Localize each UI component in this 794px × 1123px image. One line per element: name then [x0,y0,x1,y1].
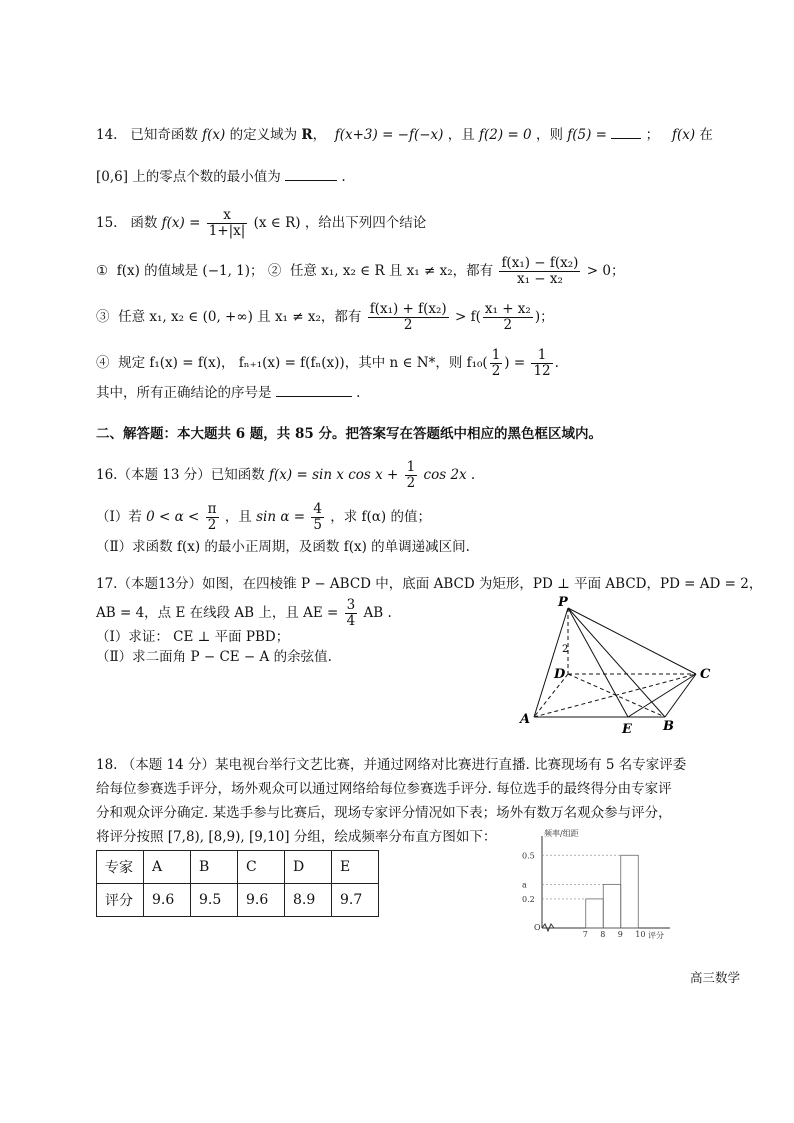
pyramid-figure [510,592,730,740]
origin-label: O [534,923,541,932]
y-axis-label: 频率/组距 [544,829,579,838]
x-tick-label: 8 [600,930,606,939]
fraction: $\frac{1}{12}$ [533,347,551,379]
q18-line2: 给每位参赛选手评分，场外观众可以通过网络给每位参赛选手评分. 每位选手的最终得分由专家评 [96,781,672,797]
q18-line1: 18. （本题 14 分）某电视台举行文艺比赛，并通过网络对比赛进行直播. 比赛现场有 5 名专家评委 [96,757,687,773]
table-cell: 9.6 [144,884,191,917]
fraction: $\frac{3}{4}$ [346,597,356,629]
q16-line1: 16.（本题 13 分）已知函数 f(x) = sin x cos x + $\frac{1}{2}$ cos 2x . [96,459,476,491]
q15-conclusion-3: ③ 任意 x₁, x₂ ∈ (0, +∞) 且 x₁ ≠ x₂，都有 $\frac{\text{f(x₁) + f(x₂)}}{2}$ > f( $\frac{\text{x₁ + x₂}}{2}$ )； [96,301,554,333]
histogram-bar [586,899,604,928]
table-cell: 9.5 [191,884,238,917]
table-cell: B [191,851,238,884]
vertex-C: C [700,667,711,682]
table-cell: D [285,851,332,884]
vertex-P: P [558,595,568,610]
fraction: $\frac{1}{2}$ [491,347,501,379]
table-cell: 评分 [97,884,144,917]
y-tick-label: a [522,880,527,890]
q15-summary: 其中，所有正确结论的序号是 . [96,382,360,402]
x-axis-label: 评分 [648,931,664,940]
table-cell: 8.9 [285,884,332,917]
fraction: $\frac{\pi}{2}$ [207,501,217,533]
q15-line1: 15. 函数 f(x) = $\frac{x}{1+|x|}$ (x ∈ R) ，给出下列四个结论 [96,207,427,239]
table-cell: 9.6 [238,884,285,917]
x-tick-label: 10 [635,930,646,939]
q18-line4: 将评分按照 [7,8), [8,9), [9,10] 分组，绘成频率分布直方图如下： [96,829,497,845]
frequency-histogram [520,828,690,940]
q18-line3: 分和观众评分确定. 某选手参与比赛后，现场专家评分情况如下表；场外有数万名观众参与评分， [96,805,672,821]
histogram-bar [603,884,621,928]
q17-line2: AB = 4，点 E 在线段 AB 上，且 AE = $\frac{3}{4}$ AB . [96,597,392,629]
answer-blank-2 [285,166,337,181]
answer-blank-3 [276,382,352,397]
fraction: $\frac{\text{x₁ + x₂}}{2}$ [484,301,531,333]
vertex-B: B [663,719,674,734]
q14-line2: [0,6] 上的零点个数的最小值为 . [96,166,346,186]
page-footer: 高三数学 [690,970,741,985]
table-cell: E [332,851,379,884]
table-cell: 9.7 [332,884,379,917]
table-row [97,851,379,884]
q15-conclusion-4: ④ 规定 f₁(x) = f(x)， fₙ₊₁(x) = f(fₙ(x))，其中 n ∈ N*，则 f₁₀( $\frac{1}{2}$ ) = $\frac{1}{12}$ . [96,347,559,379]
q17-part2: （Ⅱ）求二面角 P − CE − A 的余弦值. [96,649,332,665]
x-tick-label: 9 [617,930,623,939]
y-tick-label: 0.2 [522,894,535,904]
fraction: $\frac{\text{f(x₁) + f(x₂)}}{2}$ [369,301,447,333]
q14-line1: 14. 已知奇函数 f(x) 的定义域为 R， f(x+3) = −f(−x) ，且 f(2) = 0 ，则 f(5) = ； f(x) 在 [96,124,713,144]
q16-part2: （Ⅱ）求函数 f(x) 的最小正周期，及函数 f(x) 的单调递减区间. [96,539,470,555]
vertex-D: D [554,667,566,682]
y-tick-label: 0.5 [522,851,535,861]
edge-length-label: 2 [562,644,569,655]
fraction: $\frac{1}{2}$ [406,459,416,491]
answer-blank-1 [611,124,641,139]
fraction: $\frac{4}{5}$ [313,501,322,533]
x-tick-label: 7 [582,930,588,939]
table-cell: A [144,851,191,884]
expert-score-table [96,850,379,917]
table-row [97,884,379,917]
q16-part1: （Ⅰ）若 0 < α < $\frac{\pi}{2}$ ，且 sin α = $\frac{4}{5}$ ，求 f(α) 的值； [96,501,431,533]
section-heading: 二、解答题：本大题共 6 题，共 85 分。把答案写在答题纸中相应的黑色框区域内。 [96,426,602,442]
table-cell: 专家 [97,851,144,884]
vertex-A: A [520,712,531,727]
fraction: $\frac{\text{f(x₁) − f(x₂)}}{\text{x₁ − x₂}}$ [501,255,579,287]
q15-number: 15. [96,215,118,231]
table-cell: C [238,851,285,884]
q17-part1: （Ⅰ）求证： CE ⊥ 平面 PBD； [96,629,290,645]
histogram-bar [621,855,639,928]
fraction: $\frac{x}{1+|x|}$ [208,207,246,239]
q15-conclusion-1-2: ① f(x) 的值域是 (−1, 1)； ② 任意 x₁, x₂ ∈ R 且 x₁ ≠ x₂，都有 $\frac{\text{f(x₁) − f(x₂)}}{\text{x₁ − x₂}}$ > 0； [96,255,625,287]
q17-line1: 17.（本题13分）如图，在四棱锥 P − ABCD 中，底面 ABCD 为矩形，PD ⊥ 平面 ABCD，PD = AD = 2， [96,576,763,592]
vertex-E: E [622,722,632,737]
q14-number: 14. [96,127,118,143]
